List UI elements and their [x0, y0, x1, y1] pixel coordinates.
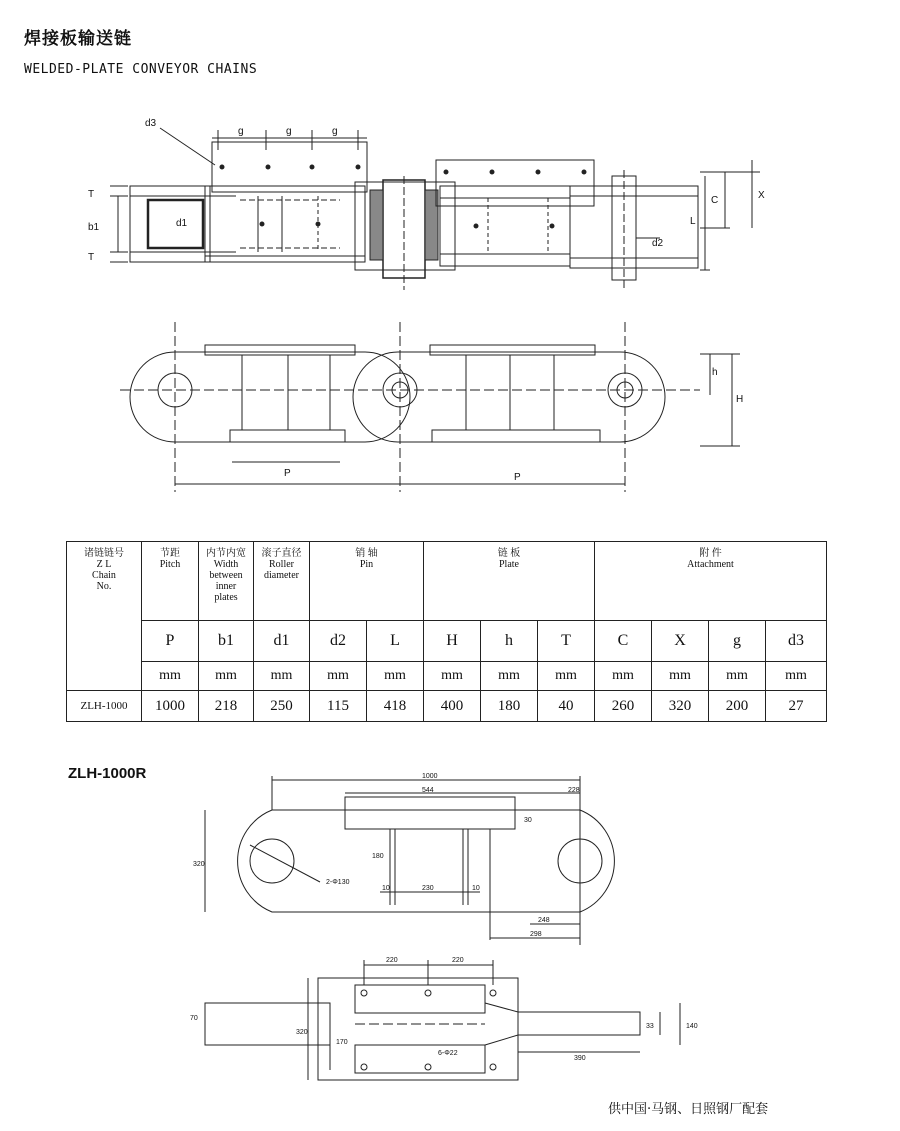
dim-g2: 220 — [452, 957, 464, 964]
value-cell: 1000 — [142, 691, 199, 722]
page-title-en: WELDED-PLATE CONVEYOR CHAINS — [24, 62, 258, 77]
label-d3: d3 — [145, 118, 157, 129]
sym-b1: b1 — [199, 621, 254, 662]
dim-height: 320 — [193, 861, 205, 868]
unit-cell: mm — [424, 662, 481, 691]
dim-left-t: 70 — [190, 1015, 198, 1022]
sym-T: T — [538, 621, 595, 662]
dim-298: 298 — [530, 931, 542, 938]
dim-d33: 33 — [646, 1023, 654, 1030]
bottom-plan-labels — [190, 957, 698, 1062]
dim-h170: 170 — [336, 1039, 348, 1046]
dim-h320: 320 — [296, 1029, 308, 1036]
dim-holes: 6-Φ22 — [438, 1050, 458, 1057]
value-cell: 27 — [766, 691, 827, 722]
header-pin: 销 轴 Pin — [310, 542, 424, 621]
label-g3: g — [332, 126, 338, 137]
model-cell: ZLH-1000 — [67, 691, 142, 722]
dim-248: 248 — [538, 917, 550, 924]
unit-cell: mm — [254, 662, 310, 691]
table-row — [67, 691, 827, 722]
side-view-labels — [284, 367, 743, 483]
symbol-row — [67, 621, 827, 662]
dim-rib-gap: 230 — [422, 885, 434, 892]
value-cell: 418 — [367, 691, 424, 722]
unit-row — [67, 662, 827, 691]
label-g2: g — [286, 126, 292, 137]
unit-cell: mm — [538, 662, 595, 691]
value-cell: 200 — [709, 691, 766, 722]
sym-H: H — [424, 621, 481, 662]
header-width: 内节内宽 Width between inner plates — [199, 542, 254, 621]
label-h: h — [712, 367, 718, 378]
dim-right-off: 228 — [568, 787, 580, 794]
sym-g: g — [709, 621, 766, 662]
dim-plate-t: 30 — [524, 817, 532, 824]
side-view — [120, 322, 740, 492]
dim-rib-l: 10 — [382, 885, 390, 892]
dim-rib-r: 10 — [472, 885, 480, 892]
spec-table — [66, 541, 827, 722]
sym-C: C — [595, 621, 652, 662]
unit-cell: mm — [199, 662, 254, 691]
label-C: C — [711, 195, 719, 206]
value-cell: 218 — [199, 691, 254, 722]
header-roller: 滚子直径 Roller diameter — [254, 542, 310, 621]
sym-d3: d3 — [766, 621, 827, 662]
value-cell: 320 — [652, 691, 709, 722]
value-cell: 400 — [424, 691, 481, 722]
page-title-cn: 焊接板输送链 — [24, 29, 132, 49]
value-cell: 40 — [538, 691, 595, 722]
dim-total: 1000 — [422, 773, 438, 780]
dim-top-plate: 544 — [422, 787, 434, 794]
label-d1: d1 — [176, 218, 188, 229]
sym-h: h — [481, 621, 538, 662]
label-T1: T — [88, 189, 95, 200]
header-attachment: 附 件 Attachment — [595, 542, 827, 621]
label-g1: g — [238, 126, 244, 137]
sym-d1: d1 — [254, 621, 310, 662]
label-P2: P — [514, 472, 521, 483]
dim-d140: 140 — [686, 1023, 698, 1030]
dim-hole: 2-Φ130 — [326, 879, 350, 886]
label-L: L — [690, 216, 696, 227]
value-cell: 180 — [481, 691, 538, 722]
label-b1: b1 — [88, 222, 100, 233]
section-title-zlh-1000r: ZLH-1000R — [68, 765, 147, 782]
value-cell: 115 — [310, 691, 367, 722]
sym-L: L — [367, 621, 424, 662]
label-X: X — [758, 190, 765, 201]
unit-cell: mm — [142, 662, 199, 691]
value-cell: 250 — [254, 691, 310, 722]
dim-d390: 390 — [574, 1055, 586, 1062]
header-chain-no: 诸链链号 Z L Chain No. — [67, 542, 142, 691]
unit-cell: mm — [652, 662, 709, 691]
sym-d2: d2 — [310, 621, 367, 662]
top-plan-view — [110, 128, 760, 290]
footer-note: 供中国·马钢、日照钢厂配套 — [608, 1102, 769, 1117]
sym-X: X — [652, 621, 709, 662]
header-plate: 链 板 Plate — [424, 542, 595, 621]
unit-cell: mm — [310, 662, 367, 691]
dim-rib-h: 180 — [372, 853, 384, 860]
label-d2: d2 — [652, 238, 664, 249]
unit-cell: mm — [481, 662, 538, 691]
header-pitch: 节距 Pitch — [142, 542, 199, 621]
unit-cell: mm — [367, 662, 424, 691]
sym-P: P — [142, 621, 199, 662]
unit-cell: mm — [709, 662, 766, 691]
zlh-1000r-drawing — [205, 776, 614, 945]
dim-g1: 220 — [386, 957, 398, 964]
value-cell: 260 — [595, 691, 652, 722]
label-H: H — [736, 394, 744, 405]
label-T2: T — [88, 252, 95, 263]
unit-cell: mm — [766, 662, 827, 691]
bottom-plan-view — [205, 960, 680, 1080]
unit-cell: mm — [595, 662, 652, 691]
label-P1: P — [284, 468, 291, 479]
